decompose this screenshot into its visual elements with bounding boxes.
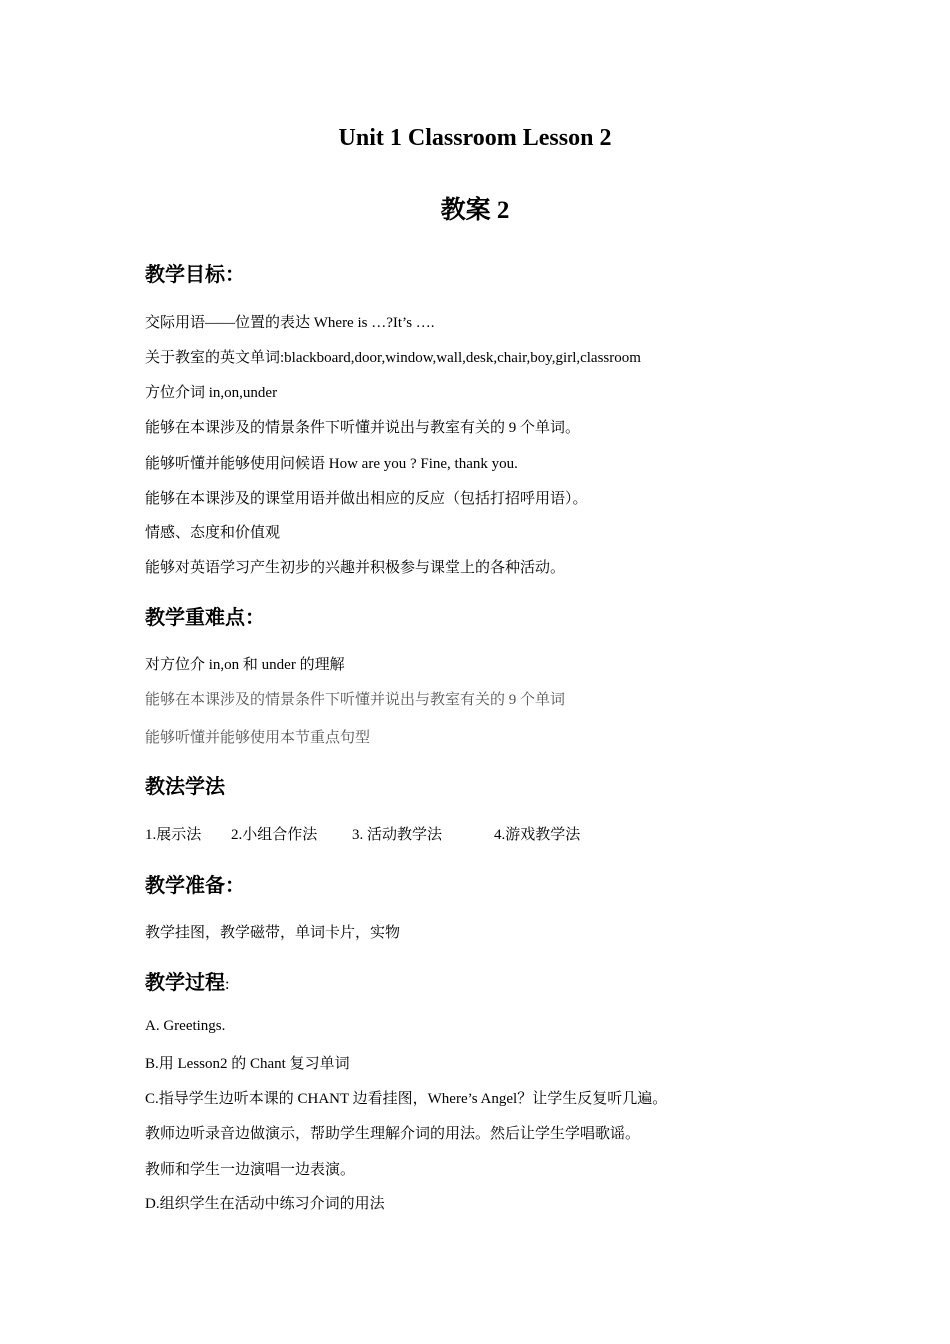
process-line: 教师边听录音边做演示，帮助学生理解介词的用法。然后让学生学唱歌谣。 [145,1126,641,1142]
objective-line: 能够对英语学习产生初步的兴趣并积极参与课堂上的各种活动。 [145,560,566,576]
preparation-heading: 教学准备： [145,875,245,897]
key-point-line: 能够听懂并能够使用本节重点句型 [145,730,371,746]
process-line: D.组织学生在活动中练习介词的用法 [145,1196,385,1212]
objective-line: 方位介词 in,on,under [145,385,278,401]
methods-heading: 教法学法 [145,776,225,798]
objective-line: 关于教室的英文单词:blackboard,door,window,wall,desk,chair,boy,girl,classroom [145,350,641,366]
objective-line: 情感、态度和价值观 [145,525,281,541]
key-point-line: 对方位介 in,on 和 under 的理解 [145,657,345,673]
key-points-heading: 教学重难点： [145,607,265,629]
document-title: Unit 1 Classroom Lesson 2 [338,125,612,151]
process-heading [145,966,229,995]
objective-line: 能够在本课涉及的情景条件下听懂并说出与教室有关的 9 个单词。 [145,420,581,436]
document-subtitle: 教案 2 [440,197,510,224]
process-line: 教师和学生一边演唱一边表演。 [145,1162,356,1178]
process-line: B.用 Lesson2 的 Chant 复习单词 [145,1056,350,1072]
process-line: A. Greetings. [145,1018,226,1034]
method-item: 4.游戏教学法 [494,827,581,843]
objective-line: 能够听懂并能够使用问候语 How are you ? Fine, thank you. [145,456,518,472]
methods-line [145,823,580,844]
objective-line: 能够在本课涉及的课堂用语并做出相应的反应（包括打招呼用语）。 [145,491,588,507]
objective-line: 交际用语——位置的表达 Where is …?It’s …. [145,315,435,331]
method-item: 1.展示法 [145,827,202,843]
method-item: 2.小组合作法 [231,827,318,843]
process-heading-colon: : [225,976,230,993]
key-point-line: 能够在本课涉及的情景条件下听懂并说出与教室有关的 9 个单词 [145,692,566,708]
preparation-line: 教学挂图，教学磁带，单词卡片，实物 [145,925,401,941]
method-item: 3. 活动教学法 [352,827,443,843]
objectives-heading: 教学目标： [145,264,245,286]
process-heading-text: 教学过程 [145,972,225,994]
process-line: C.指导学生边听本课的 CHANT 边看挂图，Where’s Angel？让学生反复听几遍。 [145,1091,668,1107]
